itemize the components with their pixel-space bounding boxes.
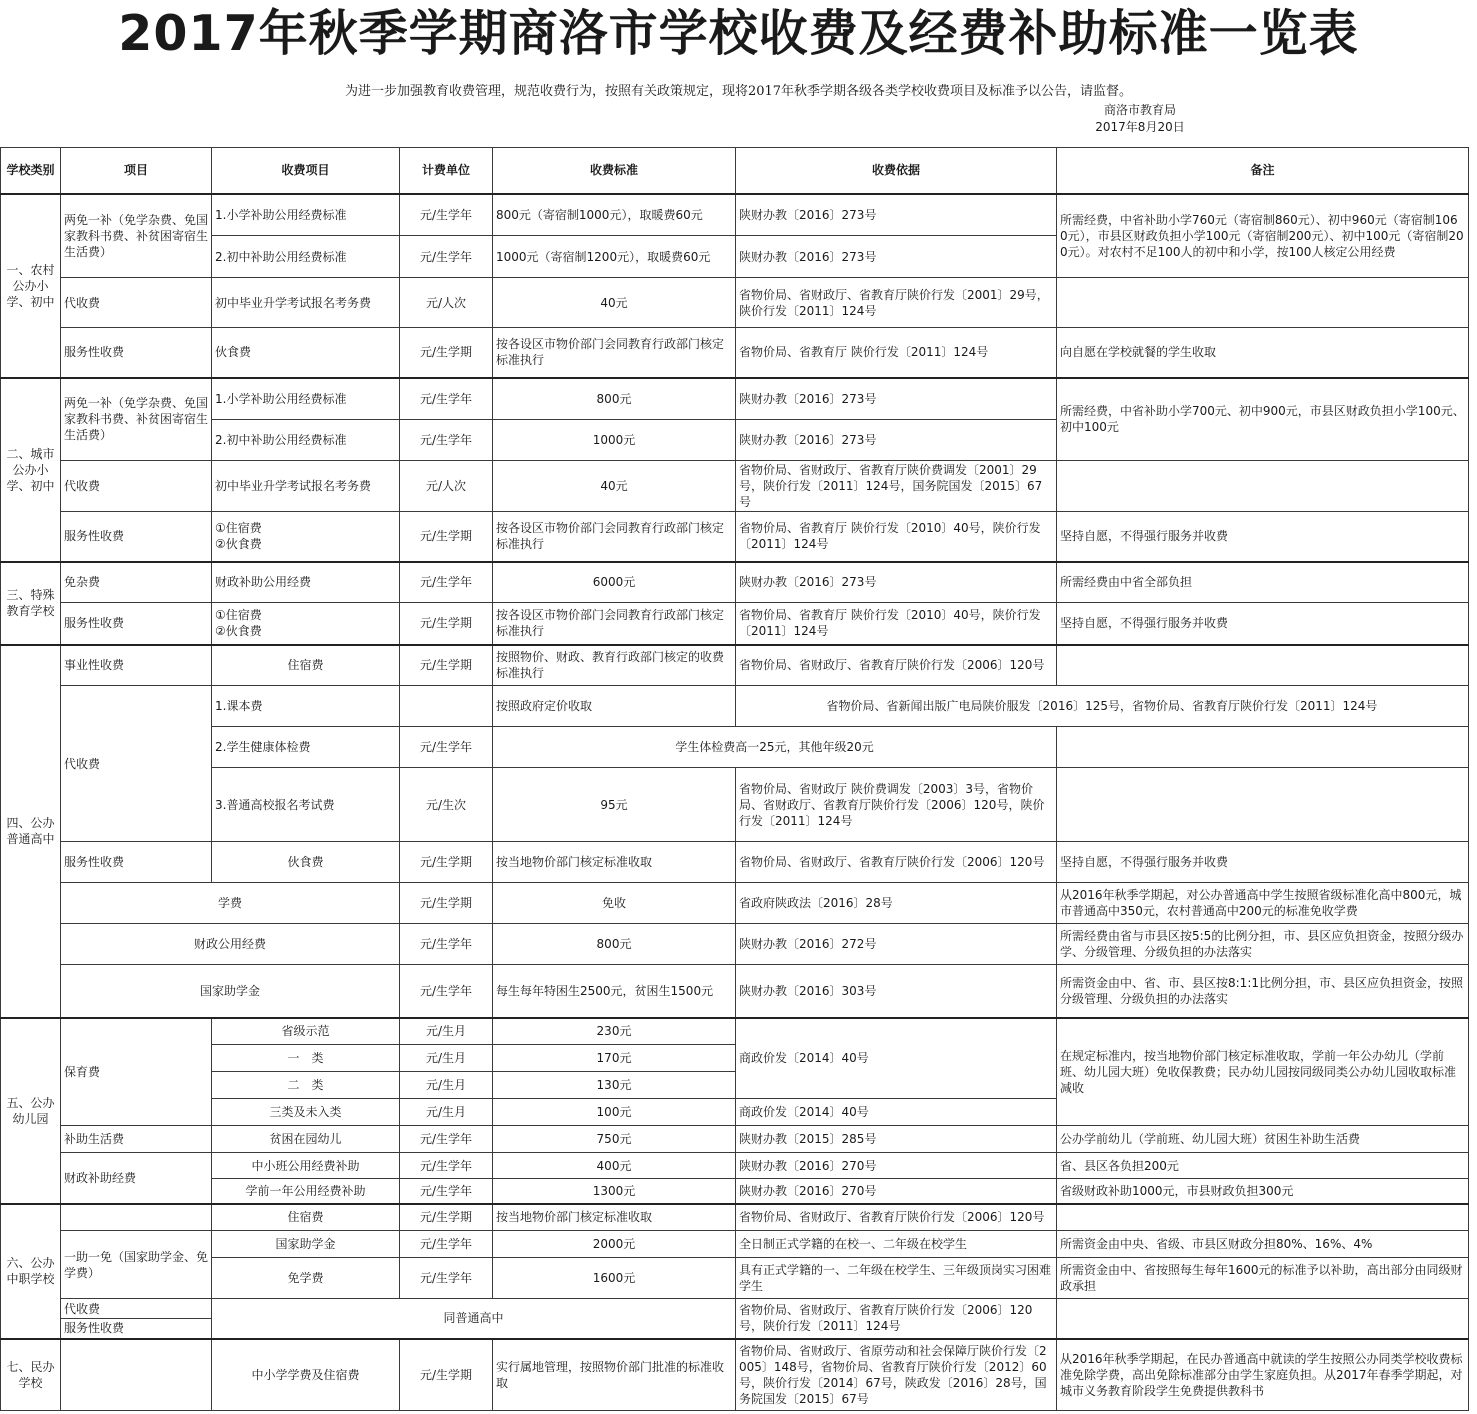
item-cell: 两免一补（免学杂费、免国家教科书费、补贫困寄宿生生活费） (61, 378, 212, 461)
standard-cell: 按各设区市物价部门会同教育行政部门核定标准执行 (493, 512, 736, 562)
fee-item-cell: 1.小学补助公用经费标准 (212, 194, 400, 236)
table-row (1, 194, 1469, 236)
item-cell: 免杂费 (61, 562, 212, 603)
unit-cell: 元/生学期 (400, 328, 493, 378)
item-cell: 事业性收费 (61, 645, 212, 686)
standard-cell: 按照物价、财政、教育行政部门核定的收费标准执行 (493, 645, 736, 686)
basis-cell: 陕财办教〔2016〕273号 (736, 194, 1057, 236)
remark-cell: 坚持自愿，不得强行服务并收费 (1057, 512, 1469, 562)
unit-cell: 元/生月 (400, 1099, 493, 1126)
unit-cell: 元/人次 (400, 278, 493, 328)
remark-cell: 所需经费，中省补助小学700元、初中900元，市县区财政负担小学100元、初中100元 (1057, 378, 1469, 461)
unit-cell: 元/生学年 (400, 1231, 493, 1258)
unit-cell: 元/生月 (400, 1072, 493, 1099)
table-row (1, 883, 1469, 924)
standard-cell: 400元 (493, 1153, 736, 1179)
fee-item-cell: 2.初中补助公用经费标准 (212, 236, 400, 278)
unit-cell: 元/生次 (400, 768, 493, 842)
item-cell: 服务性收费 (61, 328, 212, 378)
fee-item-cell: 中小学学费及住宿费 (212, 1339, 400, 1411)
same-as-high-school-cell: 同普通高中 (212, 1299, 736, 1339)
fee-item-cell: 国家助学金 (212, 1231, 400, 1258)
item-cell: 财政补助经费 (61, 1153, 212, 1204)
table-row (1, 461, 1469, 512)
category-cell: 七、民办学校 (1, 1339, 61, 1411)
unit-cell: 元/生学年 (400, 236, 493, 278)
basis-cell: 陕财办教〔2016〕272号 (736, 924, 1057, 965)
remark-cell (1057, 1204, 1469, 1231)
item-cell: 代收费 (61, 461, 212, 512)
standard-cell: 800元（寄宿制1000元），取暖费60元 (493, 194, 736, 236)
header-basis: 收费依据 (736, 148, 1057, 194)
unit-cell (400, 686, 493, 727)
unit-cell: 元/生学期 (400, 645, 493, 686)
unit-cell: 元/生学年 (400, 1126, 493, 1153)
unit-cell: 元/生学期 (400, 842, 493, 883)
standard-cell: 750元 (493, 1126, 736, 1153)
table-row (1, 1299, 1469, 1319)
unit-cell: 元/生学期 (400, 883, 493, 924)
item-cell: 国家助学金 (61, 965, 400, 1018)
standard-cell: 实行属地管理，按照物价部门批准的标准收取 (493, 1339, 736, 1411)
standard-cell: 170元 (493, 1045, 736, 1072)
remark-cell: 所需经费由省与市县区按5:5的比例分担，市、县区应负担资金，按照分级办学、分级管理、分级负担的办法落实 (1057, 924, 1469, 965)
category-cell: 五、公办幼儿园 (1, 1018, 61, 1204)
standard-cell: 按当地物价部门核定标准收取 (493, 842, 736, 883)
header-remark: 备注 (1057, 148, 1469, 194)
standard-cell: 230元 (493, 1018, 736, 1045)
category-cell: 二、城市公办小学、初中 (1, 378, 61, 562)
table-row (1, 645, 1469, 686)
fee-item-cell: 一 类 (212, 1045, 400, 1072)
item-cell: 财政公用经费 (61, 924, 400, 965)
header-fee-item: 收费项目 (212, 148, 400, 194)
fee-item-cell: 初中毕业升学考试报名考务费 (212, 278, 400, 328)
unit-cell: 元/生学年 (400, 194, 493, 236)
fee-line: ②伙食费 (215, 624, 262, 639)
unit-cell: 元/生学年 (400, 1153, 493, 1179)
standard-cell: 1000元（寄宿制1200元），取暖费60元 (493, 236, 736, 278)
basis-cell: 陕财办教〔2016〕273号 (736, 378, 1057, 420)
table-row (1, 1153, 1469, 1179)
table-row (1, 1258, 1469, 1299)
basis-cell: 省物价局、省财政厅、省教育厅陕价行发〔2006〕120号 (736, 1204, 1057, 1231)
basis-cell: 商政价发〔2014〕40号 (736, 1018, 1057, 1099)
item-cell: 学费 (61, 883, 400, 924)
unit-cell: 元/生学年 (400, 562, 493, 603)
table-row (1, 562, 1469, 603)
standard-cell: 6000元 (493, 562, 736, 603)
fee-item-cell: 住宿费 (212, 1204, 400, 1231)
basis-cell: 省物价局、省财政厅、省教育厅陕价行发〔2006〕120号 (736, 645, 1057, 686)
table-row (1, 924, 1469, 965)
table-row (1, 1204, 1469, 1231)
fee-item-cell: 2.初中补助公用经费标准 (212, 420, 400, 461)
standard-cell: 1600元 (493, 1258, 736, 1299)
item-cell: 代收费 (61, 686, 212, 842)
fee-item-cell: 1.小学补助公用经费标准 (212, 378, 400, 420)
issue-date: 2017年8月20日 (1095, 120, 1185, 134)
standard-cell: 1300元 (493, 1179, 736, 1204)
basis-cell: 省物价局、省财政厅 陕价费调发〔2003〕3号，省物价局、省财政厅、省教育厅陕价行发〔2006〕120号，陕价行发〔2011〕124号 (736, 768, 1057, 842)
item-cell: 一助一免（国家助学金、免学费） (61, 1231, 212, 1299)
remark-cell (1057, 1299, 1469, 1339)
issuer-name: 商洛市教育局 (1103, 103, 1176, 117)
unit-cell: 元/生学期 (400, 512, 493, 562)
table-row (1, 328, 1469, 378)
unit-cell: 元/生学年 (400, 1258, 493, 1299)
standard-cell: 学生体检费高一25元，其他年级20元 (493, 727, 1057, 768)
standard-cell: 100元 (493, 1099, 736, 1126)
basis-cell: 省物价局、省教育厅 陕价行发〔2010〕40号，陕价行发〔2011〕124号 (736, 512, 1057, 562)
item-cell: 保育费 (61, 1018, 212, 1126)
basis-cell: 全日制正式学籍的在校一、二年级在校学生 (736, 1231, 1057, 1258)
standard-cell: 免收 (493, 883, 736, 924)
basis-cell: 省物价局、省财政厅、省原劳动和社会保障厅陕价行发〔2005〕148号，省物价局、省教育厅陕价行发〔2012〕60号，陕价行发〔2014〕67号，陕政发〔2016〕28号，国务院国发〔2015〕67号 (736, 1339, 1057, 1411)
page-title: 2017年秋季学期商洛市学校收费及经费补助标准一览表 (118, 5, 1359, 62)
basis-cell: 陕财办教〔2016〕270号 (736, 1179, 1057, 1204)
header-unit: 计费单位 (400, 148, 493, 194)
basis-cell: 陕财办教〔2016〕273号 (736, 236, 1057, 278)
remark-cell: 所需资金由中央、省级、市县区财政分担80%、16%、4% (1057, 1231, 1469, 1258)
unit-cell: 元/生学期 (400, 603, 493, 645)
table-row (1, 512, 1469, 562)
unit-cell: 元/生月 (400, 1045, 493, 1072)
standard-cell: 40元 (493, 461, 736, 512)
unit-cell: 元/生学年 (400, 727, 493, 768)
item-cell: 服务性收费 (61, 1319, 212, 1339)
unit-cell: 元/人次 (400, 461, 493, 512)
remark-cell: 在规定标准内，按当地物价部门核定标准收取，学前一年公办幼儿（学前班、幼儿园大班）免收保教费；民办幼儿园按同级同类公办幼儿园收取标准减收 (1057, 1018, 1469, 1126)
table-row (1, 1126, 1469, 1153)
fee-item-cell: 学前一年公用经费补助 (212, 1179, 400, 1204)
remark-cell: 公办学前幼儿（学前班、幼儿园大班）贫困生补助生活费 (1057, 1126, 1469, 1153)
category-cell: 一、农村公办小学、初中 (1, 194, 61, 378)
remark-cell: 所需资金由中、省按照每生每年1600元的标准予以补助，高出部分由同级财政承担 (1057, 1258, 1469, 1299)
category-cell: 三、特殊教育学校 (1, 562, 61, 645)
standard-cell: 每生每年特困生2500元，贫困生1500元 (493, 965, 736, 1018)
remark-cell (1057, 278, 1469, 328)
fee-item-cell: 免学费 (212, 1258, 400, 1299)
fee-line: ②伙食费 (215, 537, 262, 552)
standard-cell: 1000元 (493, 420, 736, 461)
fee-item-cell: 2.学生健康体检费 (212, 727, 400, 768)
basis-cell: 商政价发〔2014〕40号 (736, 1099, 1057, 1126)
standard-cell: 2000元 (493, 1231, 736, 1258)
item-cell: 服务性收费 (61, 512, 212, 562)
remark-cell (1057, 727, 1469, 768)
table-row (1, 1018, 1469, 1045)
fee-line: ①住宿费 (215, 521, 262, 536)
basis-cell: 陕财办教〔2016〕270号 (736, 1153, 1057, 1179)
basis-cell: 陕财办教〔2016〕273号 (736, 562, 1057, 603)
standard-cell: 40元 (493, 278, 736, 328)
item-cell: 服务性收费 (61, 603, 212, 645)
remark-cell: 所需经费，中省补助小学760元（寄宿制860元）、初中960元（寄宿制1060元），市县区财政负担小学100元（寄宿制200元）、初中100元（寄宿制200元）。对农村不足100人的初中和小学，按100人核定公用经费 (1057, 194, 1469, 278)
basis-cell: 省政府陕政法〔2016〕28号 (736, 883, 1057, 924)
unit-cell: 元/生学期 (400, 1204, 493, 1231)
fee-item-cell: 伙食费 (212, 328, 400, 378)
basis-cell: 省物价局、省财政厅、省教育厅陕价行发〔2006〕120号 (736, 842, 1057, 883)
fee-item-cell: 省级示范 (212, 1018, 400, 1045)
basis-cell: 具有正式学籍的一、二年级在校学生、三年级顶岗实习困难学生 (736, 1258, 1057, 1299)
unit-cell: 元/生学年 (400, 965, 493, 1018)
table-row (1, 965, 1469, 1018)
header-item: 项目 (61, 148, 212, 194)
unit-cell: 元/生学年 (400, 1179, 493, 1204)
fee-table (0, 147, 1469, 1411)
fee-item-cell: 中小班公用经费补助 (212, 1153, 400, 1179)
fee-item-cell: 初中毕业升学考试报名考务费 (212, 461, 400, 512)
table-row (1, 1339, 1469, 1411)
fee-item-cell (212, 603, 400, 645)
basis-cell: 省物价局、省教育厅 陕价行发〔2010〕40号，陕价行发〔2011〕124号 (736, 603, 1057, 645)
unit-cell: 元/生学年 (400, 378, 493, 420)
fee-item-cell: 财政补助公用经费 (212, 562, 400, 603)
fee-item-cell: 贫困在园幼儿 (212, 1126, 400, 1153)
item-cell: 代收费 (61, 1299, 212, 1319)
unit-cell: 元/生学年 (400, 420, 493, 461)
table-row (1, 768, 1469, 842)
remark-cell (1057, 768, 1469, 842)
remark-cell: 省级财政补助1000元，市县财政负担300元 (1057, 1179, 1469, 1204)
category-cell: 四、公办普通高中 (1, 645, 61, 1018)
remark-cell: 从2016年秋季学期起，对公办普通高中学生按照省级标准化高中800元，城市普通高中350元，农村普通高中200元的标准免收学费 (1057, 883, 1469, 924)
header-category: 学校类别 (1, 148, 61, 194)
fee-item-cell (212, 512, 400, 562)
basis-cell: 省物价局、省财政厅、省教育厅陕价行发〔2001〕29号，陕价行发〔2011〕124号 (736, 278, 1057, 328)
table-row (1, 1179, 1469, 1204)
header-standard: 收费标准 (493, 148, 736, 194)
basis-cell: 陕财办教〔2015〕285号 (736, 1126, 1057, 1153)
standard-cell: 按当地物价部门核定标准收取 (493, 1204, 736, 1231)
standard-cell: 按各设区市物价部门会同教育行政部门核定标准执行 (493, 603, 736, 645)
remark-cell: 从2016年秋季学期起，在民办普通高中就读的学生按照公办同类学校收费标准免除学费，高出免除标准部分由学生家庭负担。从2017年春季学期起，对城市义务教育阶段学生免费提供教科书 (1057, 1339, 1469, 1411)
standard-cell: 800元 (493, 924, 736, 965)
standard-cell: 按照政府定价收取 (493, 686, 736, 727)
item-cell: 服务性收费 (61, 842, 212, 883)
table-row (1, 842, 1469, 883)
unit-cell: 元/生月 (400, 1018, 493, 1045)
standard-cell: 800元 (493, 378, 736, 420)
basis-cell: 省物价局、省财政厅、省教育厅陕价行发〔2006〕120号，陕价行发〔2011〕124号 (736, 1299, 1057, 1339)
fee-item-cell: 三类及未入类 (212, 1099, 400, 1126)
fee-line: ①住宿费 (215, 608, 262, 623)
header-row (1, 148, 1469, 194)
remark-cell: 所需资金由中、省、市、县区按8:1:1比例分担，市、县区应负担资金，按照分级管理、分级负担的办法落实 (1057, 965, 1469, 1018)
basis-cell: 省物价局、省新闻出版广电局陕价服发〔2016〕125号，省物价局、省教育厅陕价行发〔2011〕124号 (736, 686, 1469, 727)
table-row (1, 686, 1469, 727)
item-cell (61, 1204, 212, 1231)
table-row (1, 603, 1469, 645)
remark-cell: 省、县区各负担200元 (1057, 1153, 1469, 1179)
standard-cell: 95元 (493, 768, 736, 842)
remark-cell: 所需经费由中省全部负担 (1057, 562, 1469, 603)
item-cell: 代收费 (61, 278, 212, 328)
fee-item-cell: 3.普通高校报名考试费 (212, 768, 400, 842)
table-row (1, 1231, 1469, 1258)
category-cell: 六、公办中职学校 (1, 1204, 61, 1339)
fee-item-cell: 1.课本费 (212, 686, 400, 727)
table-row (1, 278, 1469, 328)
basis-cell: 陕财办教〔2016〕273号 (736, 420, 1057, 461)
fee-item-cell: 二 类 (212, 1072, 400, 1099)
item-cell: 补助生活费 (61, 1126, 212, 1153)
fee-item-cell: 伙食费 (212, 842, 400, 883)
basis-cell: 省物价局、省教育厅 陕价行发〔2011〕124号 (736, 328, 1057, 378)
remark-cell (1057, 461, 1469, 512)
remark-cell (1057, 645, 1469, 686)
intro-text: 为进一步加强教育收费管理，规范收费行为，按照有关政策规定，现将2017年秋季学期各级各类学校收费项目及标准予以公告，请监督。 (344, 84, 1133, 99)
remark-cell: 向自愿在学校就餐的学生收取 (1057, 328, 1469, 378)
fee-item-cell: 住宿费 (212, 645, 400, 686)
unit-cell: 元/生学期 (400, 1339, 493, 1411)
remark-cell: 坚持自愿，不得强行服务并收费 (1057, 842, 1469, 883)
table-row (1, 378, 1469, 420)
remark-cell: 坚持自愿，不得强行服务并收费 (1057, 603, 1469, 645)
item-cell: 两免一补（免学杂费、免国家教科书费、补贫困寄宿生生活费） (61, 194, 212, 278)
standard-cell: 按各设区市物价部门会同教育行政部门核定标准执行 (493, 328, 736, 378)
basis-cell: 陕财办教〔2016〕303号 (736, 965, 1057, 1018)
table-row (1, 727, 1469, 768)
standard-cell: 130元 (493, 1072, 736, 1099)
item-cell (61, 1339, 212, 1411)
unit-cell: 元/生学年 (400, 924, 493, 965)
basis-cell: 省物价局、省财政厅、省教育厅陕价费调发〔2001〕29号，陕价行发〔2011〕124号，国务院国发〔2015〕67号 (736, 461, 1057, 512)
